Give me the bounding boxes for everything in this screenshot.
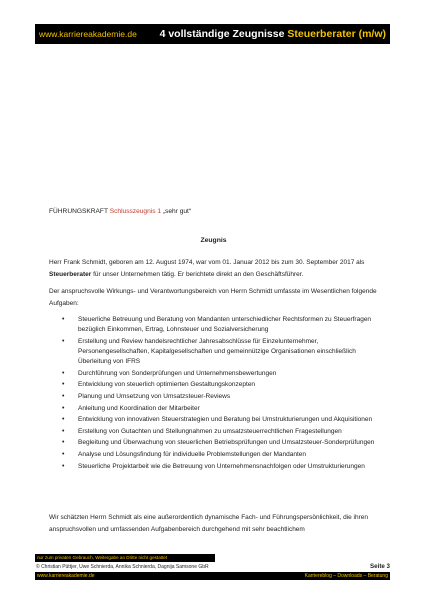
category-label: FÜHRUNGSKRAFT (49, 208, 110, 215)
list-item (49, 450, 379, 460)
copyright-authors: © Christian Püttjer, Uwe Schnierda, Annika Schnierda, Dagnija Samsone GbR (36, 564, 209, 570)
bullet-icon: • (62, 462, 65, 470)
document-heading: Zeugnis (200, 237, 227, 244)
usage-restriction-bar: nur zum privaten Gebrauch, Weitergabe an Dritte nicht gestattet (35, 554, 215, 562)
bullet-icon: • (62, 450, 65, 458)
bullet-icon: • (62, 439, 65, 447)
list-item (49, 337, 379, 368)
task-text: Steuerliche Betreuung und Beratung von Mandanten unterschiedlicher Rechtsformen zu Steuerfragen bezüglich Einkommen, Ertrag, Lohnsteuer und Sozialversicherung (78, 316, 372, 334)
header-title-accent: Steuerberater (m/w) (287, 28, 386, 40)
bullet-icon: • (62, 392, 65, 400)
task-text: Entwicklung von innovativen Steuerstrategien und Beratung bei Umstrukturierungen und Akquisitionen (78, 416, 373, 424)
tasks-intro-paragraph: Der anspruchsvolle Wirkungs- und Verantwortungsbereich von Herrn Schmidt umfasste im Wesentlichen folgende Aufgaben: (49, 288, 377, 307)
document-category (49, 208, 191, 215)
task-text: Begleitung und Überwachung von steuerlichen Betriebsprüfungen und Umsatzsteuer-Sonderprüfungen (78, 439, 375, 447)
category-highlight: Schlusszeugnis 1 (109, 208, 162, 215)
bullet-icon: • (62, 404, 65, 412)
list-item (49, 315, 379, 335)
bullet-icon: • (62, 316, 65, 323)
footer-site-link[interactable]: www.karriereakademie.de (37, 573, 95, 579)
bullet-icon: • (62, 381, 65, 389)
bullet-icon: • (62, 369, 65, 377)
intro-job-title: Steuerberater (49, 270, 92, 278)
header-title-main: 4 vollständige Zeugnisse (159, 28, 288, 40)
intro-text-2: für unser Unternehmen tätig. Er berichtete direkt an den Geschäftsführer. (91, 270, 304, 278)
list-item (49, 369, 379, 379)
list-item (49, 462, 379, 472)
list-item (49, 438, 379, 448)
list-item (49, 404, 379, 414)
header-title (160, 28, 386, 40)
list-item (49, 415, 379, 425)
bullet-icon: • (62, 427, 65, 435)
footer-blog-link[interactable]: Karriereblog – Downloads – Beratung (304, 573, 388, 579)
header-bar (35, 24, 390, 44)
closing-paragraph: Wir schätzten Herrn Schmidt als eine außerordentlich dynamische Fach- und Führungspersönlichkeit, die ihren anspruchsvollen und umfassenden Aufgabenbereich durchgehend mit sehr beachtlichem (49, 514, 369, 533)
task-list (49, 315, 379, 473)
list-item (49, 380, 379, 390)
bullet-icon: • (62, 337, 65, 345)
intro-text-1: Herr Frank Schmidt, geboren am 12. August 1974, war vom 01. Januar 2012 bis zum 30. September 2017 als (49, 259, 365, 266)
list-item (49, 392, 379, 402)
bullet-icon: • (62, 416, 65, 424)
task-text: Durchführung von Sonderprüfungen und Unternehmensbewertungen (78, 369, 277, 377)
task-text: Steuerliche Projektarbeit wie die Betreuung von Unternehmensnachfolgen oder Umstrukturierungen (78, 462, 365, 470)
task-text: Entwicklung von steuerlich optimierten Gestaltungskonzepten (78, 381, 256, 389)
task-text: Erstellung und Review handelsrechtlicher Jahresabschlüsse für Einzelunternehmer, Personengesellschaften, Kapitalgesellschaften und gemeinnützige Organisationen einschließlich Überleitung von IFRS (78, 337, 356, 366)
footer-bar (35, 572, 390, 580)
task-text: Planung und Umsetzung von Umsatzsteuer-Reviews (78, 392, 231, 400)
task-text: Erstellung von Gutachten und Stellungnahmen zu umsatzsteuerrechtlichen Fragestellungen (78, 427, 342, 435)
intro-paragraph (49, 257, 379, 280)
task-text: Anleitung und Koordination der Mitarbeiter (78, 404, 200, 412)
category-grade: „sehr gut“ (161, 208, 192, 215)
header-site-link[interactable]: www.karriereakademie.de (39, 29, 137, 39)
task-text: Analyse und Lösungsfindung für individuelle Problemstellungen der Mandanten (78, 450, 307, 458)
list-item (49, 427, 379, 437)
page-number: Seite 3 (370, 563, 390, 570)
